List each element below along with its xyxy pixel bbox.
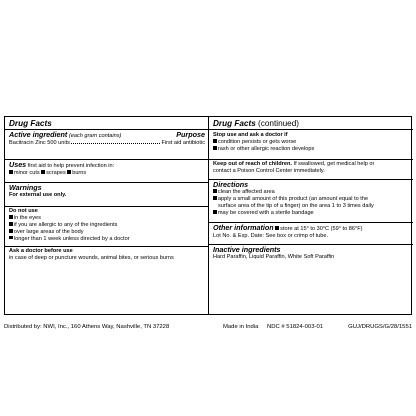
directions-item: may be covered with a sterile bandage bbox=[217, 209, 314, 216]
bullet-square-icon bbox=[9, 170, 13, 174]
drug-facts-header: Drug Facts bbox=[213, 119, 256, 128]
bullet-square-icon bbox=[67, 170, 71, 174]
keep-out-text: If swallowed, get medical help or bbox=[293, 161, 375, 167]
bullet-square-icon bbox=[9, 222, 13, 226]
stop-use-title: Stop use and ask a doctor if bbox=[213, 132, 288, 138]
bullet-square-icon bbox=[41, 170, 45, 174]
directions-item: clean the affected area bbox=[217, 189, 275, 195]
bullet-square-icon bbox=[213, 139, 217, 143]
ndc-number: NDC # 51824-003-01 bbox=[267, 324, 323, 330]
active-ingredient-section bbox=[5, 130, 208, 147]
bullet-square-icon bbox=[275, 226, 279, 230]
inactive-ingredients-title: Inactive ingredients bbox=[213, 245, 281, 254]
uses-item: burns bbox=[72, 169, 87, 176]
storage-text: store at 15° to 30°C (59° to 86°F) bbox=[280, 226, 363, 232]
drug-facts-continued-header bbox=[209, 117, 413, 130]
drug-facts-left-column bbox=[5, 117, 209, 314]
active-ingredient-name: Bacitracin Zinc 500 units bbox=[9, 139, 70, 146]
ask-doctor-title: Ask a doctor before use bbox=[9, 248, 73, 254]
drug-facts-header: Drug Facts bbox=[5, 117, 208, 130]
inactive-ingredients-text: Hard Paraffin, Liquid Paraffin, White Soft Paraffin bbox=[213, 254, 335, 260]
do-not-use-title: Do not use bbox=[9, 208, 38, 214]
bullet-square-icon bbox=[213, 210, 217, 214]
warnings-title: Warnings bbox=[9, 183, 42, 192]
drug-facts-right-column bbox=[209, 117, 413, 314]
distributor-text: Distributed by: NWI, Inc., 160 Athens Way, Nashville, TN 37228 bbox=[4, 324, 170, 330]
directions-item-continued: surface area of the tip of a finger) on the area 1 to 3 times daily bbox=[218, 202, 374, 209]
uses-item: scrapes bbox=[46, 169, 66, 176]
bullet-square-icon bbox=[213, 196, 217, 200]
external-use-warning: For external use only. bbox=[9, 192, 67, 198]
stop-use-item: rash or other allergic reaction develops bbox=[217, 145, 315, 152]
stop-use-item: condition persists or gets worse bbox=[217, 138, 297, 145]
do-not-use-item: in the eyes bbox=[13, 214, 41, 221]
uses-text: first aid to help prevent infection in: bbox=[27, 163, 115, 169]
active-ingredient-unit: (each gram contains) bbox=[68, 133, 122, 139]
lot-number-text: Lot No. & Exp. Date: See box or crimp of tube. bbox=[213, 232, 329, 239]
bullet-square-icon bbox=[9, 236, 13, 240]
keep-out-title: Keep out of reach of children. bbox=[213, 161, 292, 167]
directions-title: Directions bbox=[213, 180, 249, 189]
warnings-section bbox=[5, 182, 208, 199]
keep-out-of-reach-section bbox=[209, 159, 413, 175]
ask-doctor-text: in case of deep or puncture wounds, animal bites, or serious burns bbox=[9, 254, 174, 261]
bullet-square-icon bbox=[213, 146, 217, 150]
uses-section bbox=[5, 159, 208, 177]
directions-section bbox=[209, 179, 413, 217]
uses-title: Uses bbox=[9, 160, 27, 169]
bullet-square-icon bbox=[213, 189, 217, 193]
uses-item: minor cuts bbox=[13, 169, 40, 176]
license-number: GUJ/DRUGS/G/28/1551 bbox=[348, 324, 412, 330]
made-in-text: Made in India bbox=[223, 324, 259, 330]
stop-use-section bbox=[209, 131, 413, 153]
ask-doctor-section bbox=[5, 246, 208, 262]
keep-out-text-2: contact a Poison Control Center immediately. bbox=[213, 167, 325, 174]
bullet-square-icon bbox=[9, 229, 13, 233]
leader-dots bbox=[71, 143, 161, 144]
do-not-use-item: if you are allergic to any of the ingredients bbox=[13, 221, 118, 228]
active-ingredient-purpose: First aid antibiotic bbox=[161, 139, 205, 146]
bullet-square-icon bbox=[9, 215, 13, 219]
directions-item: apply a small amount of this product (an amount equal to the bbox=[217, 195, 369, 202]
do-not-use-item: longer than 1 week unless directed by a doctor bbox=[13, 235, 130, 242]
other-information-title: Other information bbox=[213, 223, 274, 232]
active-ingredient-title: Active ingredient bbox=[9, 130, 68, 139]
do-not-use-section bbox=[5, 206, 208, 243]
other-information-section bbox=[209, 222, 413, 240]
inactive-ingredients-section bbox=[209, 244, 413, 261]
purpose-title: Purpose bbox=[176, 130, 205, 139]
continued-label: (continued) bbox=[258, 119, 300, 128]
drug-facts-label bbox=[4, 116, 412, 315]
do-not-use-item: over large areas of the body bbox=[13, 228, 84, 235]
